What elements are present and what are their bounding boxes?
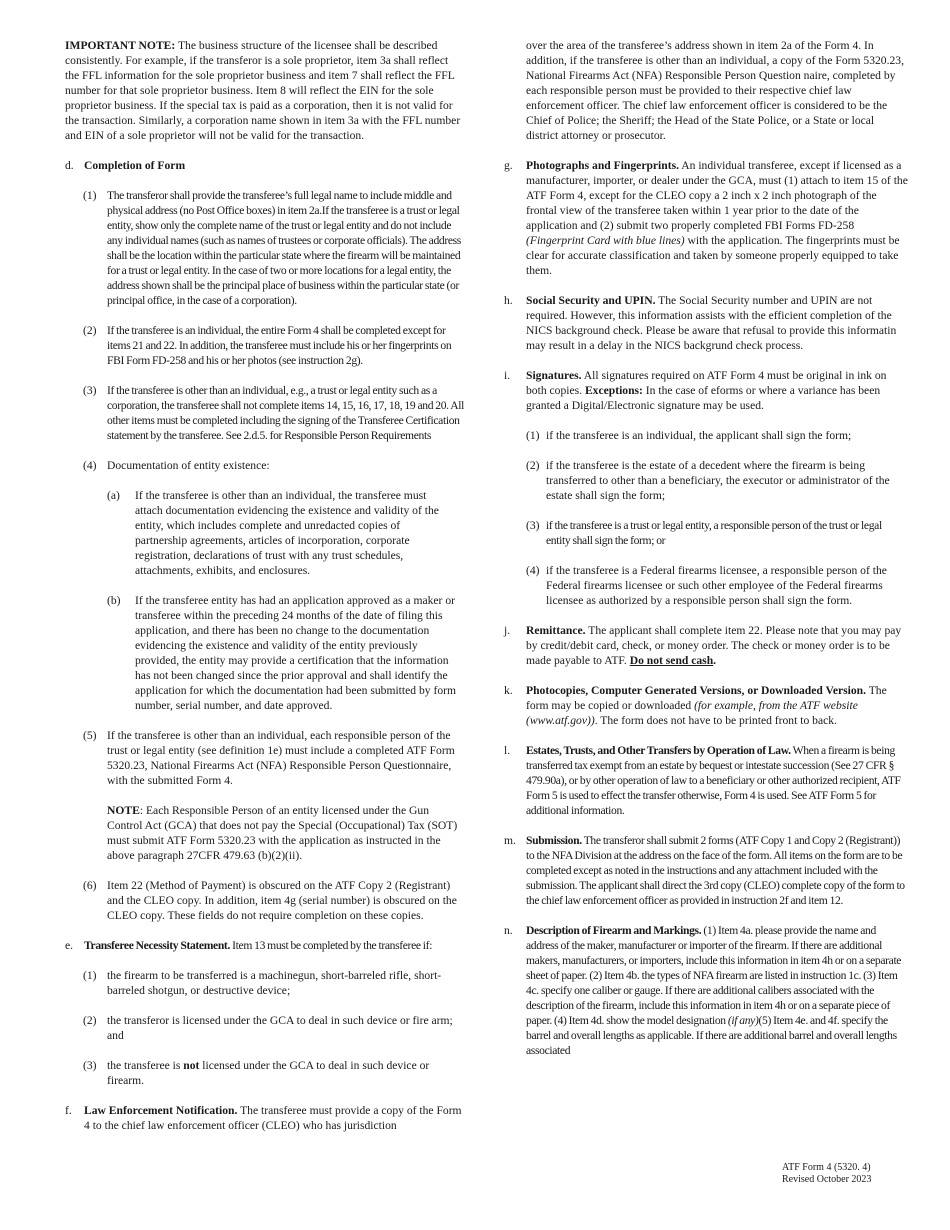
- section-e-item-1: (1) the firearm to be transferred is a machinegun, short-barreled rifle, short-barreled shotgun, or destructive device;: [83, 969, 442, 997]
- section-d-item-5: (5) If the transferee is other than an individual, each responsible person of the trust or legal entity (see definition 1e) must include a completed ATF Form 5320.23, National Firearms Act (NFA) Responsible Person Questionnaire, with the submitted Form 4.: [83, 729, 455, 787]
- section-k: k. Photocopies, Computer Generated Versions, or Downloaded Version. The form may be copied or downloaded (for example, from the ATF website (www.atf.gov)). The form does not have to be printed front to back.: [504, 684, 887, 727]
- section-d-item-2: (2) If the transferee is an individual, the entire Form 4 shall be completed except for items 21 and 22. In addition, the transferee must include his or her fingerprints on FBI Form FD-258 and his or her photos (see instruction 2g).: [83, 324, 452, 367]
- section-h: h. Social Security and UPIN. The Social Security number and UPIN are not required. However, this information assists with the efficient completion of the NICS background check. Please be aware that refusal to provide this informatin may result in a delay in the NICS backgrund check process.: [504, 294, 897, 352]
- section-i-item-2: (2) if the transferee is the estate of a decedent where the firearm is being transferred to other than a beneficiary, the executor or administrator of the estate shall sign the form;: [526, 459, 890, 502]
- section-g: g. Photographs and Fingerprints. An individual transferee, except if licensed as a manufacturer, importer, or dealer under the GCA, must (1) attach to item 15 of the ATF Form 4, except for the CLEO copy a 2 inch x 2 inch photograph of the frontal view of the transferee taken within 1 year prior to the date of the application and (2) submit two properly completed FBI Forms FD-258 (Fingerprint Card with blue lines) with the application. The fingerprints must be clear for accurate classification and taken by someone properly equipped to take them.: [504, 159, 908, 277]
- left-column: [65, 38, 465, 1133]
- form-footer: [782, 1162, 871, 1186]
- section-e-item-3: (3) the transferee is not licensed under the GCA to deal in such device or firearm.: [83, 1059, 430, 1087]
- right-column: [504, 38, 908, 1058]
- section-d-item-1: (1) The transferor shall provide the transferee’s full legal name to include middle and physical address (no Post Office boxes) in item 2a.If the transferee is a trust or legal entity, show only the complete name of the trust or legal entity and do not include any individual names (such as names of trustees or corporate officials). The address shall be the location within the particular state where the firearm will be maintained for a trust or legal entity. In the case of two or more locations for a legal entity, the address shown shall be the principal place of business within the particular state (or principal office, in the case of a corporation).: [83, 189, 461, 307]
- section-e-heading: e. Transferee Necessity Statement. Item 13 must be completed by the transferee if:: [65, 939, 433, 952]
- section-i-item-3: (3) if the transferee is a trust or legal entity, a responsible person of the trust or legal entity shall sign the form; or: [526, 519, 882, 547]
- section-i: i. Signatures. All signatures required on ATF Form 4 must be original in ink on both copies. Exceptions: In the case of eforms or where a variance has been granted a Digital/Electronic signature may be used.: [504, 369, 887, 412]
- form-number: ATF Form 4 (5320. 4): [782, 1162, 871, 1173]
- section-j: j. Remittance. The applicant shall complete item 22. Please note that you may pay by credit/debit card, check, or money order. The check or money order is to be made payable to ATF. Do not send cash.: [504, 624, 902, 667]
- section-d-item-3: (3) If the transferee is other than an individual, e.g., a trust or legal entity such as a corporation, the transferee shall not complete items 14, 15, 16, 17, 18, 19 and 20. All other items must be completed including the signing of the Transferee Certification statement by the transferee. See 2.d.5. for Responsible Person Requirements: [83, 384, 465, 442]
- section-l: l. Estates, Trusts, and Other Transfers by Operation of Law. When a firearm is being transferred tax exempt from an estate by bequest or intestate succession (See 27 CFR § 479.90a), or by other operation of law to a beneficiary or other authorized recipient, ATF Form 5 is used to effect the transfer otherwise, Form 4 is used. See ATF Form 5 for additional information.: [504, 744, 901, 817]
- section-d4-item-b: (b) If the transferee entity has had an application approved as a maker or transferee within the preceding 24 months of the date of filing this application, and there has been no change to the documentation evidencing the existence and validity of the entity previously provided, the entity may provide a certification that the information has not been changed since the prior approval and shall identify the application for which the documentation had been submitted by form number, serial number, and date approved.: [107, 594, 456, 712]
- section-f: f. Law Enforcement Notification. The transferee must provide a copy of the Form 4 to the chief law enforcement officer (CLEO) who has jurisdiction: [65, 1104, 462, 1132]
- section-d-heading: d. Completion of Form: [65, 159, 186, 172]
- revision-date: Revised October 2023: [782, 1174, 872, 1185]
- section-n: n. Description of Firearm and Markings. (1) Item 4a. please provide the name and address of the maker, manufacturer or importer of the firearm. If there are additional makers, manufacturers, or importers, include this information in item 4h or on a separate sheet of paper. (2) Item 4b. the types of NFA firearm are listed in instruction 1c. (3) Item 4c. specify one caliber or gauge. If there are additional calibers associated with the description of the firearm, include this information in item 4h or on a separate piece of paper. (4) Item 4d. show the model designation (if any)(5) Item 4e. and 4f. specify the barrel and overall lengths as applicable. If there are additional barrel and overall lengths associated: [504, 924, 902, 1057]
- section-d4-item-a: (a) If the transferee is other than an individual, the transferee must attach documentation evidencing the existence and validity of the entity, which includes complete and unredacted copies of partnership agreements, articles of incorporation, corporate registration, declarations of trust with any trust schedules, attachments, exhibits, and enclosures.: [107, 489, 439, 577]
- section-e-item-2: (2) the transferor is licensed under the GCA to deal in such device or fire arm; and: [83, 1014, 453, 1042]
- section-i-item-4: (4) if the transferee is a Federal firearms licensee, a responsible person of the Federal firearms licensee or such other employee of the Federal firearms licensee as authorized by a responsible person shall sign the form.: [526, 564, 887, 607]
- important-note: IMPORTANT NOTE: The business structure of the licensee shall be described consistently. For example, if the transferor is a sole proprietor, item 3a shall reflect the FFL information for the sole proprietor business and item 7 shall reflect the FFL number for that sole proprietor business. Item 8 will reflect the EIN for the sole proprietor business. If the special tax is paid as a corporation, then it is not valid for the transaction. Similarly, a corporation name shown in item 3a with the FFL number and EIN of a sole proprietor will not be valid for the transaction.: [65, 39, 461, 142]
- section-f-continued: over the area of the transferee’s address shown in item 2a of the Form 4. In addition, if the transferee is other than an individual, a copy of the Form 5320.23, National Firearms Act (NFA) Responsible Person Question naire, completed by each responsible person must be provided to their respective chief law enforcement officer. The chief law enforcement officer is considered to be the Chief of Police; the Sheriff; the Head of the State Police, or a State or local district attorney or prosecutor.: [526, 39, 904, 142]
- section-m: m. Submission. The transferor shall submit 2 forms (ATF Copy 1 and Copy 2 (Registrant)) to the NFA Division at the address on the face of the form. All items on the form are to be completed except as noted in the instructions and any attachment included with the submission. The applicant shall direct the 3rd copy (CLEO) complete copy of the form to the chief law enforcement officer as provided in instruction 2f and item 12.: [504, 834, 905, 907]
- section-d-item-6: (6) Item 22 (Method of Payment) is obscured on the ATF Copy 2 (Registrant) and the CLEO copy. In addition, item 4g (serial number) is obscured on the CLEO copy. These fields do not require completion on these copies.: [83, 879, 457, 922]
- section-d-item-4: (4) Documentation of entity existence:: [83, 459, 270, 472]
- section-d-note: NOTE: Each Responsible Person of an entity licensed under the Gun Control Act (GCA) that does not pay the Special (Occupational) Tax (SOT) must submit ATF Form 5320.23 with the application as instructed in the above paragraph 27CFR 479.63 (b)(2)(ii).: [107, 804, 458, 862]
- section-i-item-1: (1) if the transferee is an individual, the applicant shall sign the form;: [526, 429, 852, 442]
